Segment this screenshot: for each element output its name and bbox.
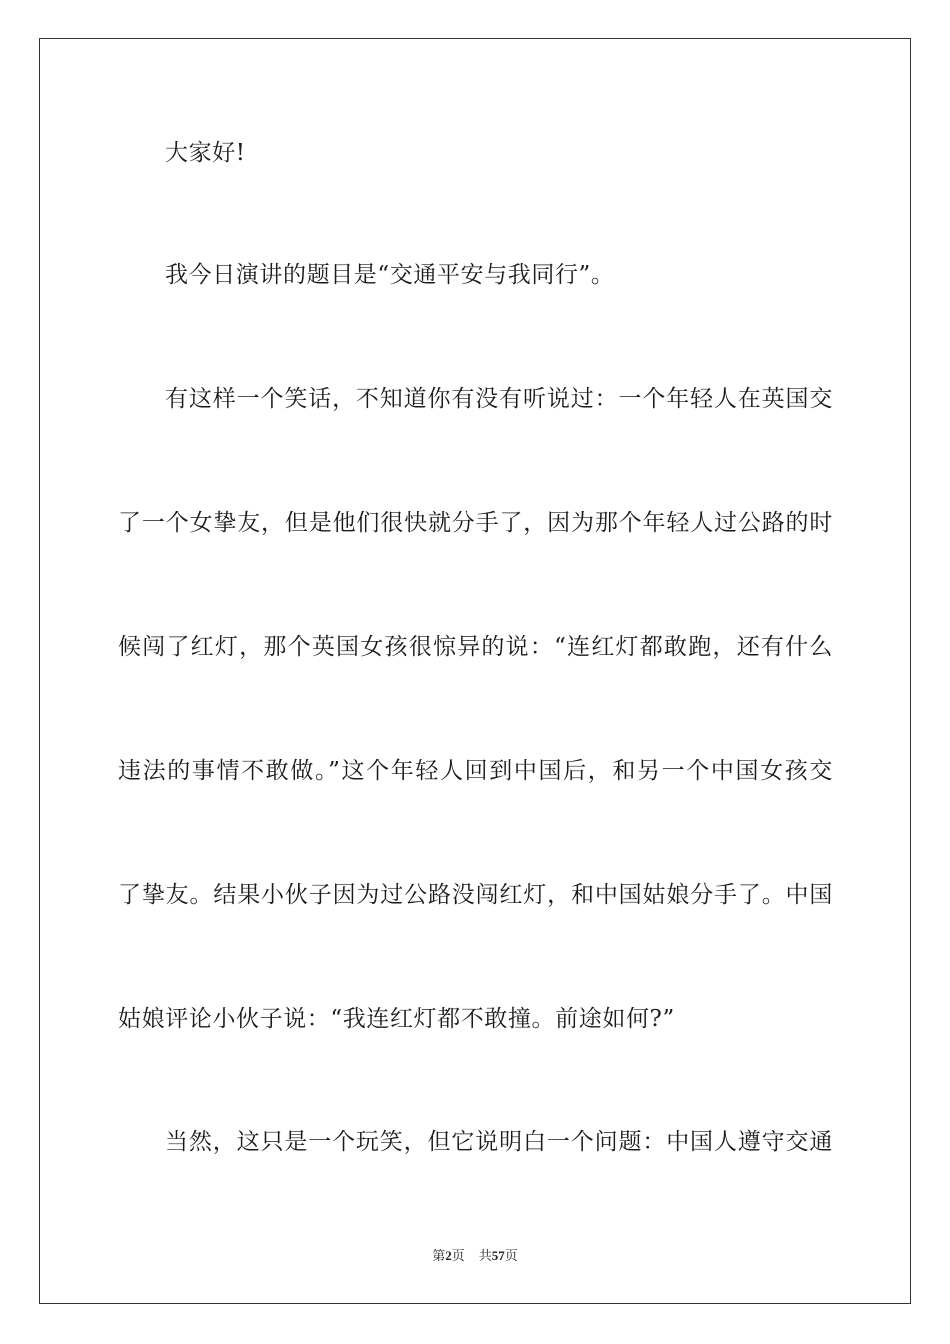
text-line-greeting: 大家好! xyxy=(165,140,246,166)
text-line: 候闯了红灯，那个英国女孩很惊异的说：“连红灯都敢跑，还有什么 xyxy=(118,634,833,660)
page-prefix: 第 xyxy=(432,1248,446,1263)
total-suffix: 页 xyxy=(504,1248,518,1263)
total-pages: 57 xyxy=(491,1248,505,1263)
text-line: 了一个女挚友，但是他们很快就分手了，因为那个年轻人过公路的时 xyxy=(118,510,833,536)
total-prefix: 共 xyxy=(478,1248,492,1263)
text-line-paragraph-start: 有这样一个笑话，不知道你有没有听说过：一个年轻人在英国交 xyxy=(165,386,833,412)
page-suffix: 页 xyxy=(451,1248,465,1263)
page-number: 2 xyxy=(445,1248,452,1263)
text-line-paragraph-start: 当然，这只是一个玩笑，但它说明白一个问题：中国人遵守交通 xyxy=(165,1129,833,1155)
text-line-topic: 我今日演讲的题目是“交通平安与我同行”。 xyxy=(165,262,615,288)
text-line: 姑娘评论小伙子说：“我连红灯都不敢撞。前途如何?” xyxy=(118,1006,675,1032)
page-footer xyxy=(0,1247,950,1265)
text-line: 了挚友。结果小伙子因为过公路没闯红灯，和中国姑娘分手了。中国 xyxy=(118,882,833,908)
text-line: 违法的事情不敢做。”这个年轻人回到中国后，和另一个中国女孩交 xyxy=(118,758,833,784)
page-border xyxy=(39,38,911,1304)
